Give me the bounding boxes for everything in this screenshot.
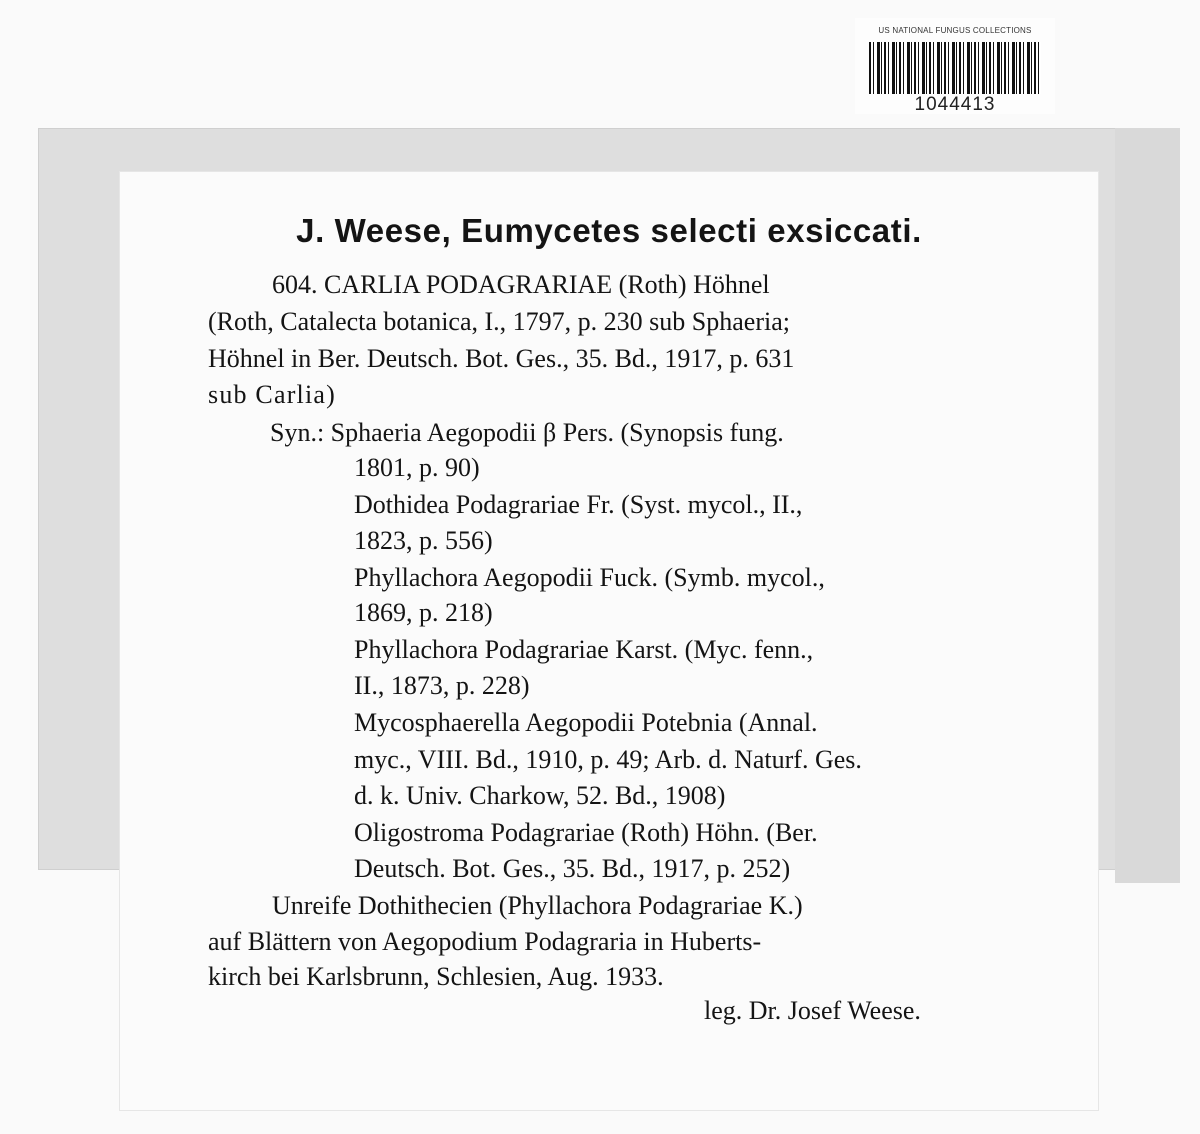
synonym-line: Deutsch. Bot. Ges., 35. Bd., 1917, p. 252): [354, 854, 791, 883]
citation-line: Höhnel in Ber. Deutsch. Bot. Ges., 35. Bd., 1917, p. 631: [208, 344, 795, 373]
collection-note-line: Unreife Dothithecien (Phyllachora Podagrariae K.): [272, 891, 803, 920]
synonym-line: II., 1873, p. 228): [354, 671, 530, 700]
synonym-line: Oligostroma Podagrariae (Roth) Höhn. (Ber.: [354, 818, 818, 847]
collector-line: leg. Dr. Josef Weese.: [704, 996, 921, 1025]
synonym-line: myc., VIII. Bd., 1910, p. 49; Arb. d. Naturf. Ges.: [354, 745, 862, 774]
barcode-bars: [869, 42, 1041, 94]
sheet-edge: [1115, 128, 1180, 883]
synonym-line: 1823, p. 556): [354, 526, 493, 555]
species-heading: 604. CARLIA PODAGRARIAE (Roth) Höhnel: [272, 270, 770, 299]
barcode-label: [855, 18, 1055, 114]
barcode-institution: US NATIONAL FUNGUS COLLECTIONS: [878, 26, 1032, 35]
synonym-line: 1869, p. 218): [354, 598, 493, 627]
label-title: J. Weese, Eumycetes selecti exsiccati.: [296, 212, 922, 249]
collection-note-line: kirch bei Karlsbrunn, Schlesien, Aug. 1933.: [208, 962, 664, 991]
synonym-line: Dothidea Podagrariae Fr. (Syst. mycol., II.,: [354, 490, 803, 519]
synonym-line: 1801, p. 90): [354, 453, 480, 482]
synonym-line: Phyllachora Aegopodii Fuck. (Symb. mycol.,: [354, 563, 825, 592]
citation-line: sub Carlia): [208, 380, 337, 409]
synonym-line: d. k. Univ. Charkow, 52. Bd., 1908): [354, 781, 726, 810]
citation-line: (Roth, Catalecta botanica, I., 1797, p. 230 sub Sphaeria;: [208, 307, 790, 336]
synonym-line: Syn.: Sphaeria Aegopodii β Pers. (Synopsis fung.: [270, 418, 784, 447]
synonym-line: Mycosphaerella Aegopodii Potebnia (Annal.: [354, 708, 818, 737]
collection-note-line: auf Blättern von Aegopodium Podagraria in Huberts-: [208, 927, 762, 956]
synonym-line: Phyllachora Podagrariae Karst. (Myc. fenn.,: [354, 635, 814, 664]
barcode-number: 1044413: [914, 94, 996, 115]
